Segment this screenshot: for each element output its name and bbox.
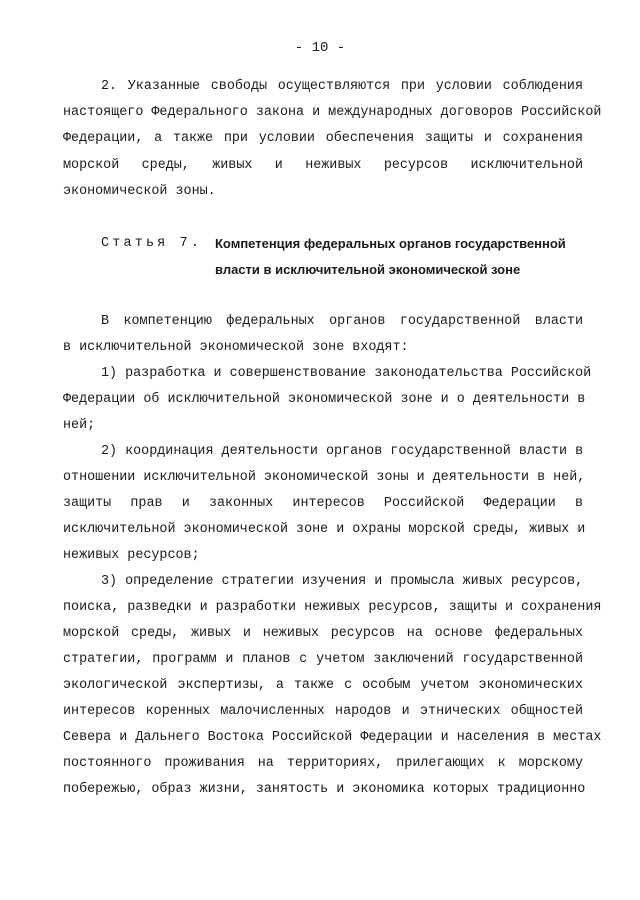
- list-item-line: неживых ресурсов;: [63, 548, 200, 563]
- list-item-line: 1) разработка и совершенствование законодательства Российской: [101, 366, 592, 381]
- paragraph-line: морской среды, живых и неживых ресурсов исключительной: [63, 158, 583, 173]
- paragraph-line: в исключительной экономической зоне входят:: [63, 340, 409, 355]
- list-item-line: отношении исключительной экономической зоны и деятельности в ней,: [63, 470, 586, 485]
- paragraph-line: Федерации, а также при условии обеспечения защиты и сохранения: [63, 131, 583, 146]
- paragraph-line: настоящего Федерального закона и международных договоров Российской: [63, 105, 602, 120]
- list-item-line: экологической экспертизы, а также с особым учетом экономических: [63, 678, 583, 693]
- list-item-line: Федерации об исключительной экономической зоне и о деятельности в: [63, 392, 586, 407]
- list-item-line: 3) определение стратегии изучения и промысла живых ресурсов,: [101, 574, 584, 589]
- list-item-line: постоянного проживания на территориях, прилегающих к морскому: [63, 756, 583, 771]
- page-number: - 10 -: [294, 40, 346, 56]
- list-item-line: морской среды, живых и неживых ресурсов на основе федеральных: [63, 626, 583, 641]
- list-item-line: поиска, разведки и разработки неживых ресурсов, защиты и сохранения: [63, 600, 602, 615]
- list-item-line: ней;: [63, 418, 96, 433]
- paragraph-line: экономической зоны.: [63, 184, 216, 199]
- list-item-line: побережью, образ жизни, занятость и экономика которых традиционно: [63, 782, 586, 797]
- list-item-line: Севера и Дальнего Востока Российской Федерации и населения в местах: [63, 730, 602, 745]
- paragraph-line: 2. Указанные свободы осуществляются при условии соблюдения: [101, 79, 583, 94]
- paragraph-line: В компетенцию федеральных органов государственной власти: [101, 314, 583, 329]
- list-item-line: защиты прав и законных интересов Российской Федерации в: [63, 496, 583, 511]
- article-label: Статья 7.: [101, 236, 203, 251]
- list-item-line: 2) координация деятельности органов государственной власти в: [101, 444, 584, 459]
- article-title-line: власти в исключительной экономической зоне: [215, 262, 521, 277]
- list-item-line: исключительной экономической зоне и охраны морской среды, живых и: [63, 522, 586, 537]
- list-item-line: стратегии, программ и планов с учетом заключений государственной: [63, 652, 583, 667]
- article-title-line: Компетенция федеральных органов государственной: [215, 236, 566, 251]
- list-item-line: интересов коренных малочисленных народов и этнических общностей: [63, 704, 583, 719]
